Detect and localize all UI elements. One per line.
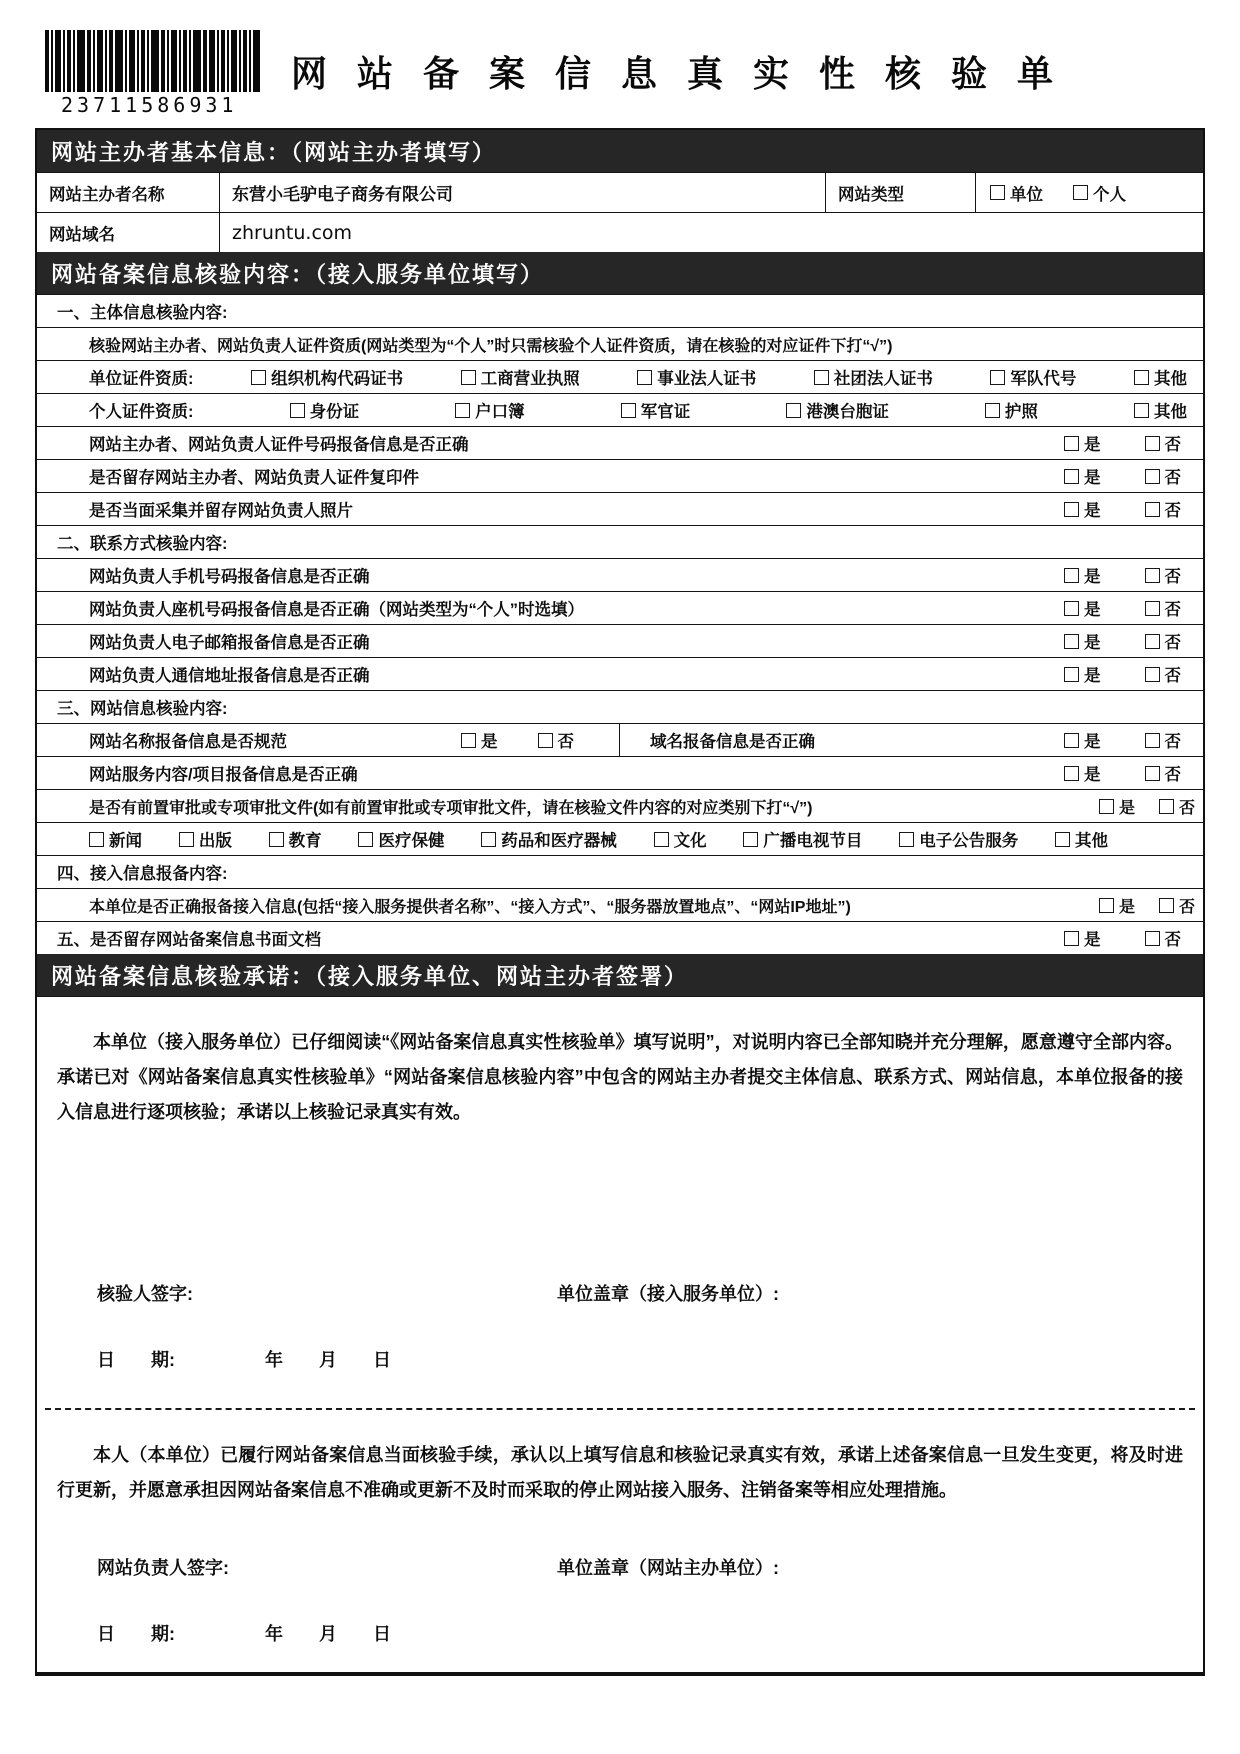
checkbox-sitename-no[interactable] bbox=[538, 733, 553, 748]
checkbox-unit-cert-other[interactable] bbox=[1134, 370, 1149, 385]
personal-cert-option bbox=[985, 398, 1038, 422]
page-title: 网 站 备 案 信 息 真 实 性 核 验 单 bbox=[291, 53, 1064, 94]
unit-cert-option-label: 社团法人证书 bbox=[833, 370, 933, 388]
yes-no-group bbox=[1064, 563, 1203, 587]
checkbox-domain-yes[interactable] bbox=[1064, 733, 1079, 748]
checkbox-service-yes[interactable] bbox=[1064, 766, 1079, 781]
no-label: 否 bbox=[1164, 502, 1181, 520]
site-type-options bbox=[975, 173, 1203, 212]
checkbox-sitename-yes[interactable] bbox=[461, 733, 476, 748]
promise-paragraph-isp: 本单位（接入服务单位）已仔细阅读“《网站备案信息真实性核验单》填写说明”，对说明内容已全部知晓并充分理解，愿意遵守全部内容。承诺已对《网站备案信息真实性核验单》“网站备案信息核验内容”中包含的网站主办者提交主体信息、联系方式、网站信息，本单位报备的接入信息进行逐项核验；承诺以上核验记录真实有效。 bbox=[57, 1032, 1183, 1122]
form-table bbox=[35, 128, 1205, 1676]
no-label: 否 bbox=[1164, 931, 1181, 949]
site-manager-signature-label: 网站负责人签字: bbox=[97, 1558, 229, 1578]
approval-category-label: 教育 bbox=[288, 832, 322, 850]
personal-cert-option-label: 军官证 bbox=[640, 403, 691, 421]
checkbox-landline-no[interactable] bbox=[1145, 601, 1160, 616]
checkbox-preapproval-no[interactable] bbox=[1159, 799, 1174, 814]
checkbox-cat-news[interactable] bbox=[89, 832, 104, 847]
checkbox-cert-number-no[interactable] bbox=[1145, 436, 1160, 451]
row-sitename-domain bbox=[37, 723, 1203, 756]
checkbox-photo-yes[interactable] bbox=[1064, 502, 1079, 517]
checkbox-address-yes[interactable] bbox=[1064, 667, 1079, 682]
unit-cert-option bbox=[814, 365, 933, 389]
yes-option bbox=[1064, 926, 1101, 950]
barcode-bars-icon bbox=[45, 30, 265, 92]
organizer-name-label: 网站主办者名称 bbox=[49, 185, 165, 204]
question-text: 网站负责人通信地址报备信息是否正确 bbox=[89, 667, 370, 685]
no-option bbox=[1145, 464, 1182, 488]
row-service-correct bbox=[37, 756, 1203, 789]
no-option bbox=[1145, 761, 1182, 785]
yes-label: 是 bbox=[1084, 733, 1101, 751]
yes-no-group bbox=[1064, 728, 1203, 752]
row-address-correct bbox=[37, 657, 1203, 690]
personal-cert-option bbox=[455, 398, 525, 422]
row-cert-note bbox=[37, 327, 1203, 360]
no-label: 否 bbox=[557, 733, 574, 751]
row-archive-kept bbox=[37, 921, 1203, 954]
approval-category bbox=[654, 827, 707, 851]
heading-subject-info: 一、主体信息核验内容: bbox=[57, 304, 228, 322]
row-photo-collected bbox=[37, 492, 1203, 525]
checkbox-unit-cert-military[interactable] bbox=[990, 370, 1005, 385]
checkbox-cat-pharma[interactable] bbox=[481, 832, 496, 847]
no-option bbox=[538, 728, 575, 752]
dashed-divider bbox=[45, 1408, 1195, 1410]
row-heading-contact-info bbox=[37, 525, 1203, 558]
yes-label: 是 bbox=[1118, 898, 1135, 916]
yes-label: 是 bbox=[1084, 568, 1101, 586]
yes-option bbox=[1064, 563, 1101, 587]
unit-cert-option-label: 军队代号 bbox=[1010, 370, 1077, 388]
checkbox-cat-education[interactable] bbox=[269, 832, 284, 847]
row-cert-number-correct bbox=[37, 426, 1203, 459]
yes-option bbox=[1064, 728, 1101, 752]
no-label: 否 bbox=[1178, 898, 1195, 916]
no-label: 否 bbox=[1164, 436, 1181, 454]
yes-option bbox=[1064, 497, 1101, 521]
personal-cert-option bbox=[786, 398, 889, 422]
yes-option bbox=[1064, 464, 1101, 488]
site-type-label: 网站类型 bbox=[825, 173, 975, 212]
approval-category-label: 医疗保健 bbox=[378, 832, 445, 850]
checkbox-mobile-no[interactable] bbox=[1145, 568, 1160, 583]
no-option bbox=[1145, 563, 1182, 587]
checkbox-address-no[interactable] bbox=[1145, 667, 1160, 682]
checkbox-archive-yes[interactable] bbox=[1064, 931, 1079, 946]
checkbox-archive-no[interactable] bbox=[1145, 931, 1160, 946]
approval-category-label: 药品和医疗器械 bbox=[501, 832, 617, 850]
no-label: 否 bbox=[1178, 799, 1195, 817]
yes-no-group bbox=[1064, 497, 1203, 521]
yes-label: 是 bbox=[1084, 931, 1101, 949]
checkbox-email-yes[interactable] bbox=[1064, 634, 1079, 649]
no-label: 否 bbox=[1164, 469, 1181, 487]
personal-cert-option-label: 港澳台胞证 bbox=[806, 403, 889, 421]
personal-cert-option bbox=[1134, 398, 1187, 422]
checkbox-cert-copy-no[interactable] bbox=[1145, 469, 1160, 484]
approval-category bbox=[179, 827, 232, 851]
yes-label: 是 bbox=[1118, 799, 1135, 817]
approval-category bbox=[358, 827, 444, 851]
yes-no-group bbox=[1064, 662, 1203, 686]
no-option bbox=[1145, 629, 1182, 653]
question-text: 网站负责人手机号码报备信息是否正确 bbox=[89, 568, 370, 586]
row-domain bbox=[37, 212, 1203, 252]
approval-category bbox=[481, 827, 617, 851]
date-line-verifier: 日 期: 年 月 日 bbox=[97, 1350, 391, 1370]
section-bar-promise: 网站备案信息核验承诺：（接入服务单位、网站主办者签署） bbox=[37, 954, 1203, 996]
site-type-unit-label: 单位 bbox=[1010, 185, 1043, 204]
checkbox-email-no[interactable] bbox=[1145, 634, 1160, 649]
personal-cert-option-label: 户口簿 bbox=[475, 403, 525, 421]
domain-label: 网站域名 bbox=[49, 225, 115, 244]
unit-cert-option-label: 事业法人证书 bbox=[657, 370, 757, 388]
row-unit-cert-options bbox=[37, 360, 1203, 393]
yes-no-group bbox=[1064, 596, 1203, 620]
approval-category-label: 新闻 bbox=[109, 832, 142, 850]
yes-option bbox=[1064, 431, 1101, 455]
yes-label: 是 bbox=[1084, 601, 1101, 619]
checkbox-preapproval-yes[interactable] bbox=[1099, 799, 1114, 814]
approval-category-label: 其他 bbox=[1075, 832, 1108, 850]
approval-category-label: 电子公告服务 bbox=[919, 832, 1019, 850]
heading-contact-info: 二、联系方式核验内容: bbox=[57, 535, 228, 553]
no-label: 否 bbox=[1164, 733, 1181, 751]
row-preapproval bbox=[37, 789, 1203, 822]
section-bar-owner-info: 网站主办者基本信息：（网站主办者填写） bbox=[37, 130, 1203, 172]
row-cert-copy-kept bbox=[37, 459, 1203, 492]
checkbox-mobile-yes[interactable] bbox=[1064, 568, 1079, 583]
question-text: 是否当面采集并留存网站负责人照片 bbox=[89, 502, 353, 520]
question-text: 网站名称报备信息是否规范 bbox=[89, 733, 287, 751]
yes-label: 是 bbox=[481, 733, 498, 751]
no-option bbox=[1145, 497, 1182, 521]
approval-category bbox=[743, 827, 862, 851]
checkbox-site-type-personal[interactable] bbox=[1073, 185, 1088, 200]
row-mobile-correct bbox=[37, 558, 1203, 591]
no-label: 否 bbox=[1164, 568, 1181, 586]
checkbox-access-yes[interactable] bbox=[1099, 898, 1114, 913]
no-label: 否 bbox=[1164, 766, 1181, 784]
yes-no-group bbox=[1099, 795, 1203, 818]
verifier-signature-label: 核验人签字: bbox=[97, 1284, 193, 1304]
no-option bbox=[1145, 662, 1182, 686]
unit-cert-label: 单位证件资质: bbox=[89, 370, 194, 388]
personal-cert-option bbox=[621, 398, 691, 422]
unit-cert-option-label: 其他 bbox=[1153, 370, 1187, 388]
checkbox-cat-other[interactable] bbox=[1055, 832, 1070, 847]
personal-cert-option-label: 身份证 bbox=[309, 403, 360, 421]
site-type-personal-label: 个人 bbox=[1093, 185, 1126, 204]
checkbox-unit-cert-business-license[interactable] bbox=[461, 370, 476, 385]
checkbox-cert-number-yes[interactable] bbox=[1064, 436, 1079, 451]
no-option bbox=[1145, 596, 1182, 620]
organizer-name-value: 东营小毛驴电子商务有限公司 bbox=[219, 173, 825, 212]
approval-category bbox=[1055, 827, 1108, 851]
row-personal-cert-options bbox=[37, 393, 1203, 426]
checkbox-domain-no[interactable] bbox=[1145, 733, 1160, 748]
signature-row-verifier bbox=[37, 1280, 1203, 1306]
site-type-option-personal bbox=[1073, 181, 1126, 205]
checkbox-cat-broadcast[interactable] bbox=[743, 832, 758, 847]
yes-no-group bbox=[1064, 761, 1203, 785]
section-bar-verify-content: 网站备案信息核验内容：（接入服务单位填写） bbox=[37, 252, 1203, 294]
unit-cert-option bbox=[990, 365, 1076, 389]
no-option bbox=[1145, 728, 1182, 752]
yes-no-group bbox=[1064, 464, 1203, 488]
question-text: 域名报备信息是否正确 bbox=[650, 733, 815, 751]
date-line-site-manager: 日 期: 年 月 日 bbox=[97, 1624, 391, 1644]
question-text: 是否留存网站主办者、网站负责人证件复印件 bbox=[89, 469, 419, 487]
no-label: 否 bbox=[1164, 601, 1181, 619]
unit-cert-option-label: 工商营业执照 bbox=[480, 370, 580, 388]
checkbox-unit-cert-association[interactable] bbox=[814, 370, 829, 385]
approval-category-label: 出版 bbox=[198, 832, 232, 850]
checkbox-cert-copy-yes[interactable] bbox=[1064, 469, 1079, 484]
unit-cert-option bbox=[251, 365, 403, 389]
checkbox-personal-cert-passport[interactable] bbox=[985, 403, 1000, 418]
checkbox-site-type-unit[interactable] bbox=[990, 185, 1005, 200]
yes-label: 是 bbox=[1084, 667, 1101, 685]
site-type-option-unit bbox=[990, 181, 1043, 205]
checkbox-cat-bbs[interactable] bbox=[899, 832, 914, 847]
form-header bbox=[35, 30, 1205, 126]
personal-cert-option bbox=[290, 398, 360, 422]
no-label: 否 bbox=[1164, 634, 1181, 652]
checkbox-personal-cert-military[interactable] bbox=[621, 403, 636, 418]
yes-option bbox=[1064, 629, 1101, 653]
checkbox-personal-cert-hmt[interactable] bbox=[786, 403, 801, 418]
personal-cert-option-label: 其他 bbox=[1153, 403, 1187, 421]
yes-no-group bbox=[461, 728, 619, 752]
checkbox-photo-no[interactable] bbox=[1145, 502, 1160, 517]
checkbox-cat-healthcare[interactable] bbox=[358, 832, 373, 847]
approval-category-label: 文化 bbox=[673, 832, 707, 850]
yes-option bbox=[461, 728, 498, 752]
cert-note-text: 核验网站主办者、网站负责人证件资质(网站类型为“个人”时只需核验个人证件资质，请在核验的对应证件下打“√”) bbox=[89, 337, 893, 355]
question-text: 网站服务内容/项目报备信息是否正确 bbox=[89, 766, 358, 784]
unit-cert-option-label: 组织机构代码证书 bbox=[271, 370, 404, 388]
promise-paragraph-owner: 本人（本单位）已履行网站备案信息当面核验手续，承认以上填写信息和核验记录真实有效，承诺上述备案信息一旦发生变更，将及时进行更新，并愿意承担因网站备案信息不准确或更新不及时而采取的停止网站接入服务、注销备案等相应处理措施。 bbox=[57, 1445, 1183, 1500]
approval-category bbox=[89, 827, 142, 851]
yes-label: 是 bbox=[1084, 436, 1101, 454]
row-email-correct bbox=[37, 624, 1203, 657]
checkbox-personal-cert-id[interactable] bbox=[290, 403, 305, 418]
no-option bbox=[1159, 894, 1195, 917]
unit-cert-option bbox=[1134, 365, 1187, 389]
yes-option bbox=[1064, 662, 1101, 686]
checkbox-access-no[interactable] bbox=[1159, 898, 1174, 913]
yes-label: 是 bbox=[1084, 634, 1101, 652]
question-text: 本单位是否正确报备接入信息(包括“接入服务提供者名称”、“接入方式”、“服务器放置地点”、“网站IP地址”) bbox=[89, 898, 851, 916]
no-option bbox=[1159, 795, 1195, 818]
checkbox-personal-cert-other[interactable] bbox=[1134, 403, 1149, 418]
unit-cert-option bbox=[461, 365, 580, 389]
yes-label: 是 bbox=[1084, 469, 1101, 487]
barcode bbox=[35, 30, 265, 117]
yes-no-group bbox=[1064, 629, 1203, 653]
signature-row-site-manager bbox=[37, 1554, 1203, 1580]
row-organizer-name bbox=[37, 172, 1203, 212]
row-heading-access-info bbox=[37, 855, 1203, 888]
approval-category bbox=[269, 827, 322, 851]
owner-seal-label: 单位盖章（网站主办单位）: bbox=[557, 1558, 779, 1578]
checkbox-service-no[interactable] bbox=[1145, 766, 1160, 781]
barcode-number: 23711586931 bbox=[61, 93, 238, 117]
personal-cert-label: 个人证件资质: bbox=[89, 403, 194, 421]
checkbox-cat-culture[interactable] bbox=[654, 832, 669, 847]
question-text: 五、是否留存网站备案信息书面文档 bbox=[57, 931, 321, 949]
heading-site-info: 三、网站信息核验内容: bbox=[57, 700, 228, 718]
yes-option bbox=[1064, 761, 1101, 785]
question-text: 网站主办者、网站负责人证件号码报备信息是否正确 bbox=[89, 436, 469, 454]
domain-value: zhruntu.com bbox=[219, 213, 1203, 252]
question-text: 网站负责人电子邮箱报备信息是否正确 bbox=[89, 634, 370, 652]
row-heading-site-info bbox=[37, 690, 1203, 723]
domain-correct-cell bbox=[620, 724, 1203, 756]
yes-no-group bbox=[1064, 431, 1203, 455]
sitename-cell bbox=[37, 724, 620, 756]
no-label: 否 bbox=[1164, 667, 1181, 685]
yes-label: 是 bbox=[1084, 502, 1101, 520]
no-option bbox=[1145, 431, 1182, 455]
checkbox-landline-yes[interactable] bbox=[1064, 601, 1079, 616]
yes-no-group bbox=[1099, 894, 1203, 917]
yes-option bbox=[1099, 795, 1135, 818]
isp-seal-label: 单位盖章（接入服务单位）: bbox=[557, 1284, 779, 1304]
checkbox-cat-publishing[interactable] bbox=[179, 832, 194, 847]
approval-category bbox=[899, 827, 1018, 851]
approval-category-label: 广播电视节目 bbox=[763, 832, 863, 850]
row-access-info bbox=[37, 888, 1203, 921]
personal-cert-option-label: 护照 bbox=[1004, 403, 1038, 421]
row-heading-subject-info bbox=[37, 294, 1203, 327]
question-text: 是否有前置审批或专项审批文件(如有前置审批或专项审批文件，请在核验文件内容的对应类别下打“√”) bbox=[89, 799, 813, 817]
row-landline-correct bbox=[37, 591, 1203, 624]
yes-no-group bbox=[1044, 926, 1203, 950]
no-option bbox=[1145, 926, 1182, 950]
heading-access-info: 四、接入信息报备内容: bbox=[57, 865, 228, 883]
unit-cert-option bbox=[637, 365, 756, 389]
checkbox-unit-cert-institution[interactable] bbox=[637, 370, 652, 385]
promise-box bbox=[37, 996, 1203, 1672]
yes-label: 是 bbox=[1084, 766, 1101, 784]
checkbox-personal-cert-hukou[interactable] bbox=[455, 403, 470, 418]
row-approval-categories bbox=[37, 822, 1203, 855]
yes-option bbox=[1099, 894, 1135, 917]
checkbox-unit-cert-org-code[interactable] bbox=[251, 370, 266, 385]
yes-option bbox=[1064, 596, 1101, 620]
question-text: 网站负责人座机号码报备信息是否正确（网站类型为“个人”时选填） bbox=[89, 601, 584, 619]
